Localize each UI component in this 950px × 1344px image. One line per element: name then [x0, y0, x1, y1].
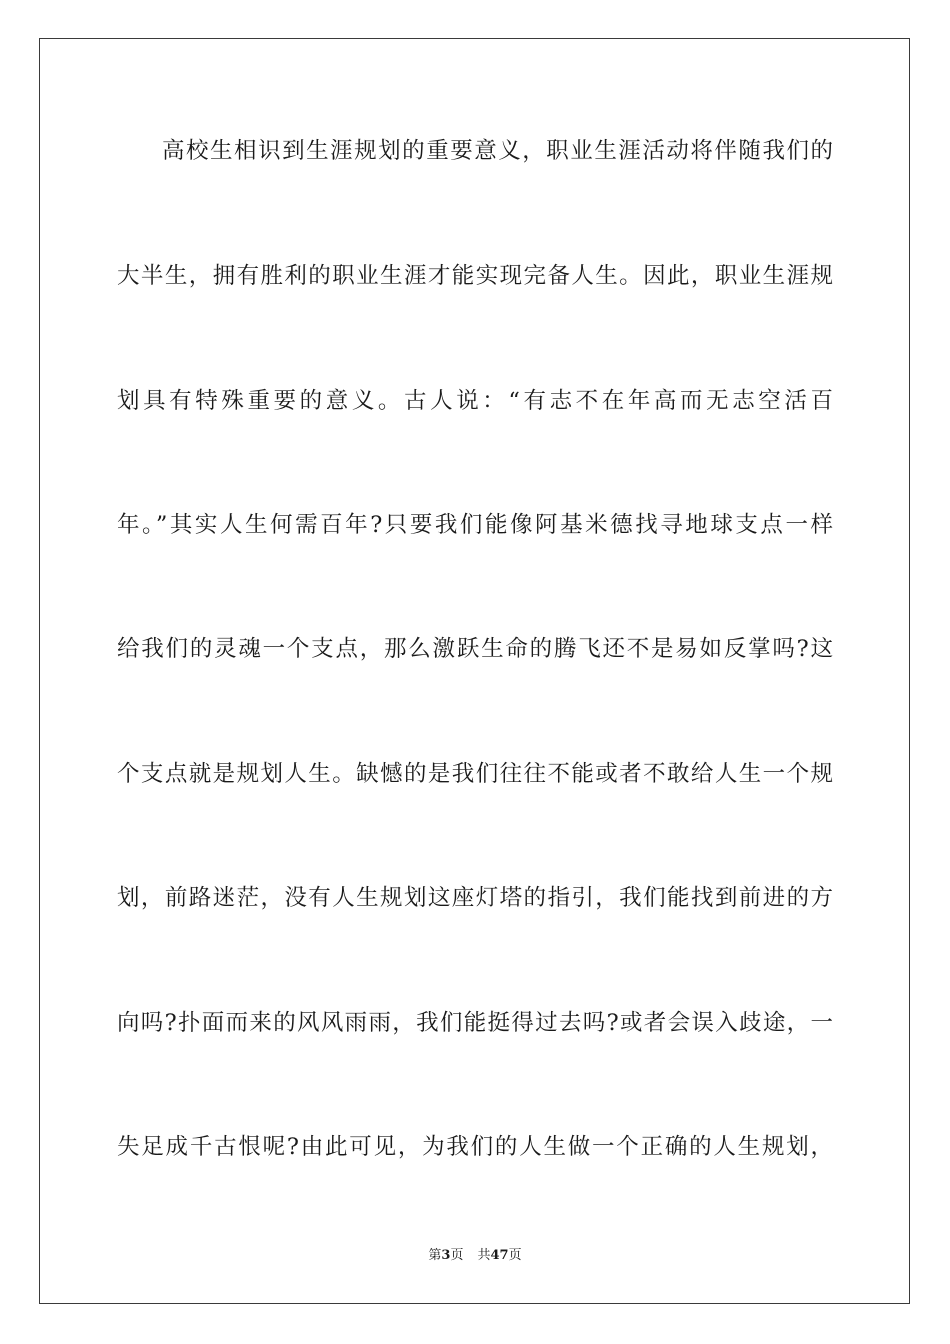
page-number: 3 [441, 1248, 451, 1263]
text-line: 高校生相识到生涯规划的重要意义，职业生涯活动将伴随我们的 [162, 138, 833, 164]
text-line: 划具有特殊重要的意义。古人说：“有志不在年高而无志空活百 [117, 388, 833, 414]
page-footer [0, 1246, 950, 1266]
text-line: 给我们的灵魂一个支点，那么激跃生命的腾飞还不是易如反掌吗?这 [117, 636, 833, 662]
text-line: 大半生，拥有胜利的职业生涯才能实现完备人生。因此，职业生涯规 [117, 263, 833, 289]
text-line: 个支点就是规划人生。缺憾的是我们往往不能或者不敢给人生一个规 [117, 761, 833, 787]
text-line: 划，前路迷茫，没有人生规划这座灯塔的指引，我们能找到前进的方 [117, 885, 833, 911]
page-suffix: 页 [450, 1248, 464, 1263]
page-border [39, 38, 910, 1304]
text-line: 向吗?扑面而来的风风雨雨，我们能挺得过去吗?或者会误入歧途，一 [117, 1010, 833, 1036]
page-prefix: 第 [428, 1248, 442, 1263]
total-pages: 47 [490, 1248, 509, 1263]
text-line: 年。”其实人生何需百年?只要我们能像阿基米德找寻地球支点一样 [117, 512, 833, 538]
total-prefix: 共 [477, 1248, 491, 1263]
total-suffix: 页 [508, 1248, 522, 1263]
text-line: 失足成千古恨呢?由此可见，为我们的人生做一个正确的人生规划， [117, 1134, 833, 1160]
